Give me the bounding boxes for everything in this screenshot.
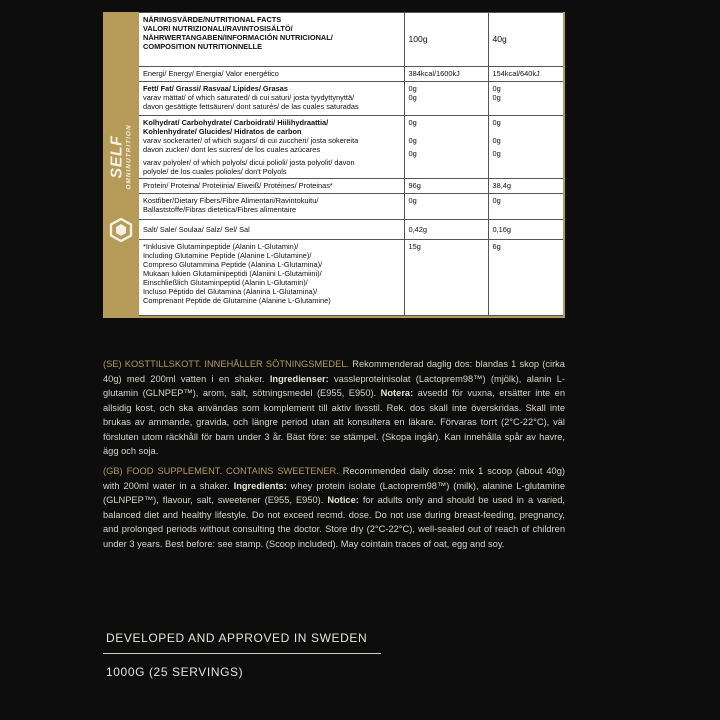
- english-description: (GB) FOOD SUPPLEMENT. CONTAINS SWEETENER. Recommended daily dose: mix 1 scoop (about 40g) with 200ml water in a shaker. Ingredients: whey protein isolate (Lactoprem98™) (milk), alanine L-glutamine (GLNPEP™), flavour, salt, sweetener (E955, E950). Notice: for adults only and should be used in a varied, balanced diet and healthy lifestyle. Do not exceed recmd. dose. Do not use during breast-feeding, pregnancy, and prolonged periods without consulting the doctor. Store dry (2°C-22°C), well-sealed out of reach of children under 3 years. Best before: see stamp. (Scoop included). May cointain traces of oat, egg and soy.: [103, 466, 566, 549]
- column-header-100g: 100g: [404, 13, 488, 67]
- table-row: [139, 179, 563, 194]
- row-value-40g: 38,4g: [488, 179, 563, 194]
- se-heading: (SE) KOSTTILLSKOTT. INNEHÅLLER SÖTNINGSMEDEL.: [103, 359, 350, 369]
- row-value-40g: 0,16g: [488, 220, 563, 240]
- row-label-fat: Fett/ Fat/ Grassi/ Rasvaa/ Lipides/ Grasas varav mättat/ of which saturated/ di cui saturi/ josta tyydyttynyttä/ davon gesättigte fettsäuren/ dont saturés/ de las cuales saturadas: [139, 82, 404, 116]
- brand-wordmark: [109, 124, 133, 189]
- table-row: [139, 240, 563, 316]
- gb-heading: (GB) FOOD SUPPLEMENT. CONTAINS SWEETENER.: [103, 466, 339, 476]
- table-row: [139, 194, 563, 220]
- column-header-40g: 40g: [488, 13, 563, 67]
- nutrition-facts-table: [139, 12, 563, 316]
- table-row: [139, 82, 563, 116]
- net-weight-label: 1000G (25 SERVINGS): [106, 665, 244, 679]
- hexagon-logo-icon: [109, 218, 133, 242]
- swedish-description: (SE) KOSTTILLSKOTT. INNEHÅLLER SÖTNINGSMEDEL. Rekommenderad daglig dos: blandas 1 skop (cirka 40g) med 200ml vatten i en shaker. Ingredienser: vassleproteinisolat (Lactoprem98™) (mjölk), alanin L-glutamin (GLNPEP™), arom, salt, sötningsmedel (E955, E950). Notera: avsedd för vuxna, ersätter inte en allsidig kost, och ska användas som komplement till aktiv livsstil. Rek. dos skall inte överskridas. Skall inte brukas av ammande, gravida, och längre period utan att konsultera en läkare. Förvaras torrt (2°C-22°C), väl försluten utom räckhåll för barn under 3 år. Bäst före: se stämpel. (Skopa ingår). Kan innehålla spår av havre, ägg och soja.: [103, 359, 565, 456]
- table-row: [139, 116, 563, 179]
- row-label-energy: Energi/ Energy/ Energia/ Valor energético: [139, 67, 404, 82]
- table-row: [139, 220, 563, 240]
- brand-strip: [103, 12, 139, 318]
- row-label-glutamine-note: *Inklusive Glutaminpeptide (Alanin L-Glutamin)/ Including Glutamine Peptide (Alanine L-Glutamine)/ Compreso Glutammina Peptide (Alanina L-Glutamina)/ Mukaan lukien Glutamiinipeptidi (Alaniini L-Glutamiini)/ Einschließlich Glutaminpeptid (Alanin L-Glutamin)/ Incluso Péptido del Glutamina (Alanina L-Glutamina)/ Comprenant Peptide de Glutamine (Alanine L-Glutamine): [139, 240, 404, 316]
- row-value-40g: 0g 0g 0g: [488, 116, 563, 179]
- footer-divider: [103, 653, 381, 654]
- row-label-carbohydrate: Kolhydrat/ Carbohydrate/ Carboidrati/ Hiilihydraattia/ Kohlenhydrate/ Glucides/ Hidratos de carbon varav sockerarter/ of which sugars/ di cui zuccheri/ josta sokereita davon zucker/ dont les sucres/ de los cuales azúcares varav polyoler/ of which polyols/ dicui polioli/ josta polyolit/ davon polyole/ de los cuales polioles/ don't Polyols: [139, 116, 404, 179]
- table-header-row: [139, 13, 563, 67]
- row-label-protein: Protein/ Proteina/ Proteiinia/ Eiweiß/ Protéines/ Proteinas*: [139, 179, 404, 194]
- row-value-100g: 15g: [404, 240, 488, 316]
- table-title: NÄRINGSVÄRDE/NUTRITIONAL FACTS VALORI NUTRIZIONALI/RAVINTOSISÄLTÖ/ NÄHRWERTANGABEN/INFORMACIÓN NUTRICIONAL/ COMPOSITION NUTRITIONNELLE: [139, 13, 404, 67]
- row-label-fiber: Kostfiber/Dietary Fibers/Fibre Alimentari/Ravintokuitu/ Ballaststoffe/Fibras dietetica/Fibres alimentaire: [139, 194, 404, 220]
- brand-name: SELF: [108, 135, 126, 179]
- row-value-100g: 96g: [404, 179, 488, 194]
- row-value-40g: 154kcal/640kJ: [488, 67, 563, 82]
- row-value-100g: 0g 0g: [404, 82, 488, 116]
- table-row: [139, 67, 563, 82]
- row-value-100g: 0,42g: [404, 220, 488, 240]
- row-value-40g: 6g: [488, 240, 563, 316]
- brand-tagline: OMNINUTRITION: [125, 124, 133, 190]
- row-label-salt: Salt/ Sale/ Soulaa/ Salz/ Sel/ Sal: [139, 220, 404, 240]
- row-value-100g: 0g 0g 0g: [404, 116, 488, 179]
- row-value-100g: 0g: [404, 194, 488, 220]
- developed-in-sweden-label: DEVELOPED AND APPROVED IN SWEDEN: [106, 631, 368, 645]
- row-value-100g: 384kcal/1600kJ: [404, 67, 488, 82]
- row-value-40g: 0g: [488, 194, 563, 220]
- row-value-40g: 0g 0g: [488, 82, 563, 116]
